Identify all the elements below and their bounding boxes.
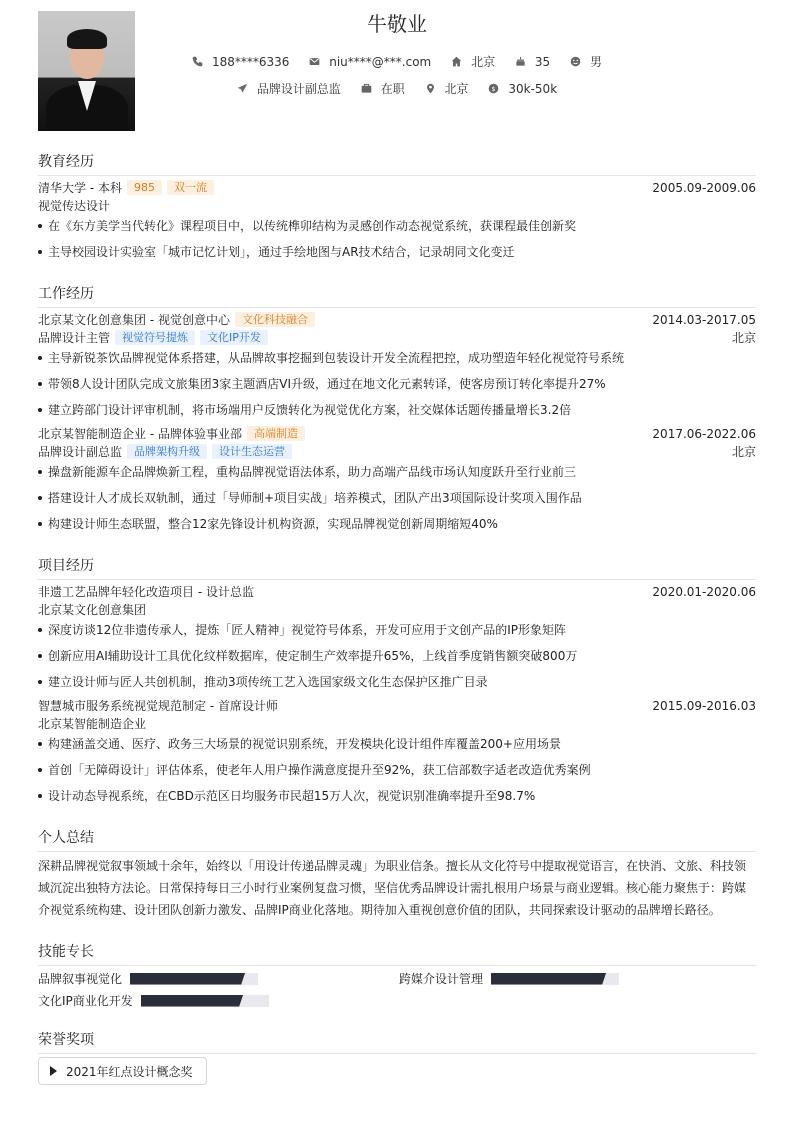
job-role-tag: 视觉符号提炼 [115,330,195,345]
work-section-title: 工作经历 [38,283,756,308]
skill-name: 品牌叙事视觉化 [38,972,123,986]
project-header [38,698,756,714]
project-bullet: 深度访谈12位非遗传承人，提炼「匠人精神」视觉符号体系，开发可应用于文创产品的IP形象矩阵 [38,622,756,638]
summary-text: 深耕品牌视觉叙事领域十余年，始终以「用设计传递品牌灵魂」为职业信条。擅长从文化符号中提取视觉语言，在快消、文旅、科技领域沉淀出独特方法论。日常保持每日三小时行业案例复盘习惯，坚信优秀品牌设计需扎根用户场景与商业逻辑。核心能力聚焦于：跨媒介视觉系统构建、设计团队创新力激发、品牌IP商业化落地。期待加入重视创意价值的团队，共同探索设计驱动的品牌增长路径。 [38,859,747,917]
job-role: 品牌设计主管 [38,331,111,345]
job-bullet: 带领8人设计团队完成文旅集团3家主题酒店VI升级，通过在地文化元素转译，使客房预订转化率提升27% [38,376,756,392]
job-period: 2017.06-2022.06 [652,427,756,441]
gender-icon [570,56,581,67]
salary-icon [488,83,499,94]
skill-bar [491,973,619,985]
skill-bar [130,973,258,985]
project-bullet: 构建涵盖交通、医疗、政务三大场景的视觉识别系统，开发模块化设计组件库覆盖200+应用场景 [38,736,756,752]
tag-985: 985 [127,180,162,195]
skill-item [399,970,619,987]
job-role: 品牌设计副总监 [38,445,123,459]
skill-bar-fill [491,973,606,985]
contact-salary: $ 30k-50k [488,82,557,96]
project-period: 2020.01-2020.06 [652,585,756,599]
project-org: 北京某文化创意集团 [38,603,147,617]
project-bullet: 首创「无障碍设计」评估体系，使老年人用户操作满意度提升至92%，获工信部数字适老改造优秀案例 [38,762,756,778]
briefcase-icon [361,83,372,94]
job-period: 2014.03-2017.05 [652,313,756,327]
summary-section-title: 个人总结 [38,827,756,852]
phone-icon [192,56,203,67]
awards-section-title: 荣誉奖项 [38,1029,756,1054]
projects-section-title: 项目经历 [38,555,756,580]
project-org: 北京某智能制造企业 [38,717,147,731]
home-icon [451,56,462,67]
contact-gender: 男 [570,53,602,70]
project-bullet: 创新应用AI辅助设计工具优化纹样数据库，使定制生产效率提升65%，上线首季度销售额突破800万 [38,648,756,664]
education-header [38,180,756,196]
skill-name: 跨媒介设计管理 [399,972,484,986]
svg-text:$: $ [491,85,496,93]
job-company: 北京某文化创意集团 - 视觉创意中心 [38,313,230,327]
project-bullet: 设计动态导视系统，在CBD示范区日均服务市民超15万人次，视觉识别准确率提升至98.7% [38,788,756,804]
job-bullet: 建立跨部门设计评审机制，将市场端用户反馈转化为视觉优化方案，社交媒体话题传播量增长3.2倍 [38,402,756,418]
project-name: 非遗工艺品牌年轻化改造项目 - 设计总监 [38,585,254,599]
candidate-name: 牛敬业 [367,12,427,36]
project-period: 2015.09-2016.03 [652,699,756,713]
skill-item [38,992,269,1009]
tag-double-first-class: 双一流 [167,180,214,195]
job-company-tag: 高端制造 [247,426,305,441]
skills-section-title: 技能专长 [38,941,756,966]
contact-position: 品牌设计副总监 [237,80,341,97]
education-school: 清华大学 - 本科 [38,181,122,195]
job-role-tag: 文化IP开发 [200,330,268,345]
send-icon [237,83,248,94]
location-icon [425,83,436,94]
cake-icon [515,56,526,67]
project-name: 智慧城市服务系统视觉规范制定 - 首席设计师 [38,699,278,713]
project-header [38,584,756,600]
job-role-tag: 品牌架构升级 [127,444,207,459]
contact-city: 北京 [451,53,495,70]
skill-name: 文化IP商业化开发 [38,994,133,1008]
contact-phone: 188****6336 [192,55,289,69]
education-bullet: 在《东方美学当代转化》课程项目中，以传统榫卯结构为灵感创作动态视觉系统，获课程最佳创新奖 [38,218,756,234]
job-role-row [38,330,756,346]
skill-bar-fill [130,973,245,985]
job-role-tag: 设计生态运营 [212,444,292,459]
award-label: 2021年红点设计概念奖 [66,1064,193,1079]
job-city: 北京 [731,445,756,459]
skill-bar-fill [141,995,243,1007]
contact-email: niu****@***.com [309,55,431,69]
job-bullet: 构建设计师生态联盟，整合12家先锋设计机构资源，实现品牌视觉创新周期缩短40% [38,516,756,532]
skill-item [38,970,258,987]
job-role-row [38,444,756,460]
skill-bar [141,995,269,1007]
job-bullet: 搭建设计人才成长双轨制，通过「导师制+项目实战」培养模式，团队产出3项国际设计奖项入围作品 [38,490,756,506]
job-header [38,312,756,328]
award-item[interactable] [38,1057,207,1085]
contact-row-1 [38,53,756,70]
play-triangle-icon [50,1066,57,1076]
resume-page [38,0,756,1123]
education-period: 2005.09-2009.06 [652,181,756,195]
job-company: 北京某智能制造企业 - 品牌体验事业部 [38,427,242,441]
contact-status: 在职 [361,80,405,97]
mail-icon [309,56,320,67]
education-section-title: 教育经历 [38,151,756,176]
contact-age: 35 [515,55,550,69]
job-company-tag: 文化科技融合 [235,312,315,327]
job-city: 北京 [731,331,756,345]
job-bullet: 主导新锐茶饮品牌视觉体系搭建，从品牌故事挖掘到包装设计开发全流程把控，成功塑造年轻化视觉符号系统 [38,350,756,366]
project-bullet: 建立设计师与匠人共创机制，推动3项传统工艺入选国家级文化生态保护区推广目录 [38,674,756,690]
contact-row-2 [38,80,756,97]
contact-location: 北京 [425,80,469,97]
education-major: 视觉传达设计 [38,199,111,213]
education-bullet: 主导校园设计实验室「城市记忆计划」，通过手绘地图与AR技术结合，记录胡同文化变迁 [38,244,756,260]
job-header [38,426,756,442]
job-bullet: 操盘新能源车企品牌焕新工程，重构品牌视觉语法体系，助力高端产品线市场认知度跃升至行业前三 [38,464,756,480]
